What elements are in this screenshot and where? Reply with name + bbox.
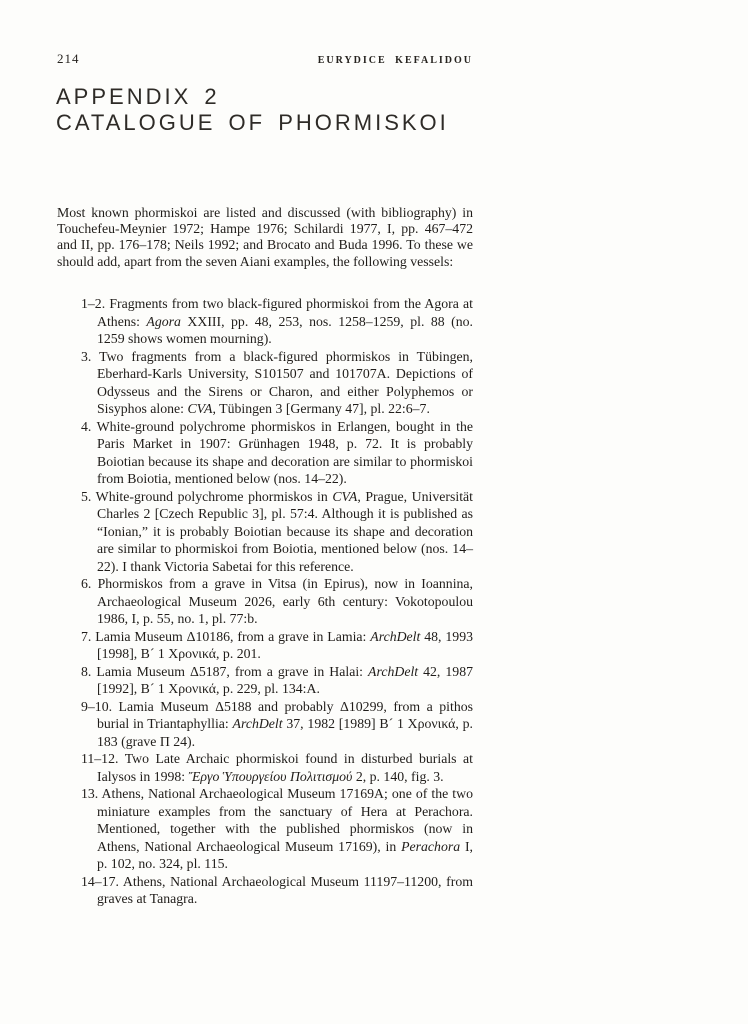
entry-text: White-ground polychrome phormiskos in CVA, Prague, Universität Charles 2 [Czech Republic 3], pl. 57:4. Although it is published as “Ionian,” it is probably Boiotian because its shape and decoration are similar to phormiskoi from Boiotia, mentioned below (nos. 14–22). I thank Victoria Sabetai for this reference. xyxy=(95,488,473,574)
entry-text: Fragments from two black-figured phormiskoi from the Agora at Athens: Agora XXIII, pp. 48, 253, nos. 1258–1259, pl. 88 (no. 1259 shows women mourning). xyxy=(97,296,474,346)
entry-number: 8. xyxy=(81,663,92,679)
catalogue-entry xyxy=(57,750,473,785)
catalogue-entry xyxy=(57,873,473,908)
catalogue-entry xyxy=(57,785,473,873)
entry-number: 3. xyxy=(81,348,92,364)
entry-text: Two fragments from a black-figured phormiskos in Tübingen, Eberhard-Karls University, S101507 and 101707A. Depictions of Odysseus and the Sirens or Charon, and either Polyphemos or Sisyphos alone: CVA, Tübingen 3 [Germany 47], pl. 22:6–7. xyxy=(97,348,474,416)
entry-text: Two Late Archaic phormiskoi found in disturbed burials at Ialysos in 1998: Ἔργο Ὑπουργείου Πολιτισμού 2, p. 140, fig. 3. xyxy=(97,751,473,784)
catalogue-entry xyxy=(57,348,473,418)
page-header xyxy=(57,51,473,67)
page-number: 214 xyxy=(57,51,80,66)
catalogue-entry xyxy=(57,663,473,698)
catalogue-entry xyxy=(57,488,473,576)
intro-paragraph: Most known phormiskoi are listed and discussed (with bibliography) in Touchefeu-Meynier 1972; Hampe 1976; Schilardi 1977, I, pp. 467–472 and II, pp. 176–178; Neils 1992; and Brocato and Buda 1996. To these we should add, apart from the seven Aiani examples, the following vessels: xyxy=(57,205,473,269)
catalogue-list xyxy=(57,295,473,908)
entry-number: 13. xyxy=(81,786,99,801)
appendix-title-line1: APPENDIX 2 xyxy=(56,84,220,109)
entry-text: Lamia Museum Δ10186, from a grave in Lamia: ArchDelt 48, 1993 [1998], Β´ 1 Χρονικά, p. 201. xyxy=(95,628,473,661)
entry-number: 9–10. xyxy=(81,698,113,714)
appendix-title xyxy=(56,84,449,136)
entry-text: Lamia Museum Δ5188 and probably Δ10299, from a pithos burial in Triantaphyllia: ArchDelt 37, 1982 [1989] Β´ 1 Χρονικά, p. 183 (grave Π 24). xyxy=(97,698,473,749)
catalogue-entry xyxy=(57,575,473,628)
entry-text: Athens, National Archaeological Museum 11197–11200, from graves at Tanagra. xyxy=(97,873,473,906)
appendix-title-line2: CATALOGUE OF PHORMISKOI xyxy=(56,110,449,135)
entry-number: 1–2. xyxy=(81,296,106,311)
entry-number: 5. xyxy=(81,488,92,504)
catalogue-entry xyxy=(57,295,473,348)
entry-number: 14–17. xyxy=(81,873,119,889)
catalogue-entry xyxy=(57,628,473,663)
entry-text: Lamia Museum Δ5187, from a grave in Halai: ArchDelt 42, 1987 [1992], Β´ 1 Χρονικά, p. 229, pl. 134:A. xyxy=(96,663,473,696)
entry-text: Phormiskos from a grave in Vitsa (in Epirus), now in Ioannina, Archaeological Museum 2026, early 6th century: Vokotopoulou 1986, I, p. 55, no. 1, pl. 77:b. xyxy=(97,576,473,626)
entry-number: 4. xyxy=(81,418,92,434)
running-head: EURYDICE KEFALIDOU xyxy=(317,55,473,66)
entry-number: 11–12. xyxy=(81,751,119,766)
catalogue-entry xyxy=(57,698,473,751)
entry-text: White-ground polychrome phormiskos in Erlangen, bought in the Paris Market in 1907: Grünhagen 1948, p. 72. It is probably Boiotian because its shape and decoration are similar to phormiskoi from Boiotia, mentioned below (nos. 14–22). xyxy=(96,418,474,486)
entry-number: 7. xyxy=(81,628,92,644)
catalogue-entry xyxy=(57,418,473,488)
entry-number: 6. xyxy=(81,576,92,591)
entry-text: Athens, National Archaeological Museum 17169A; one of the two miniature examples from the sanctuary of Hera at Perachora. Mentioned, together with the published phormiskos (now in Athens, National Archaeological Museum 17169), in Perachora I, p. 102, no. 324, pl. 115. xyxy=(97,786,473,871)
